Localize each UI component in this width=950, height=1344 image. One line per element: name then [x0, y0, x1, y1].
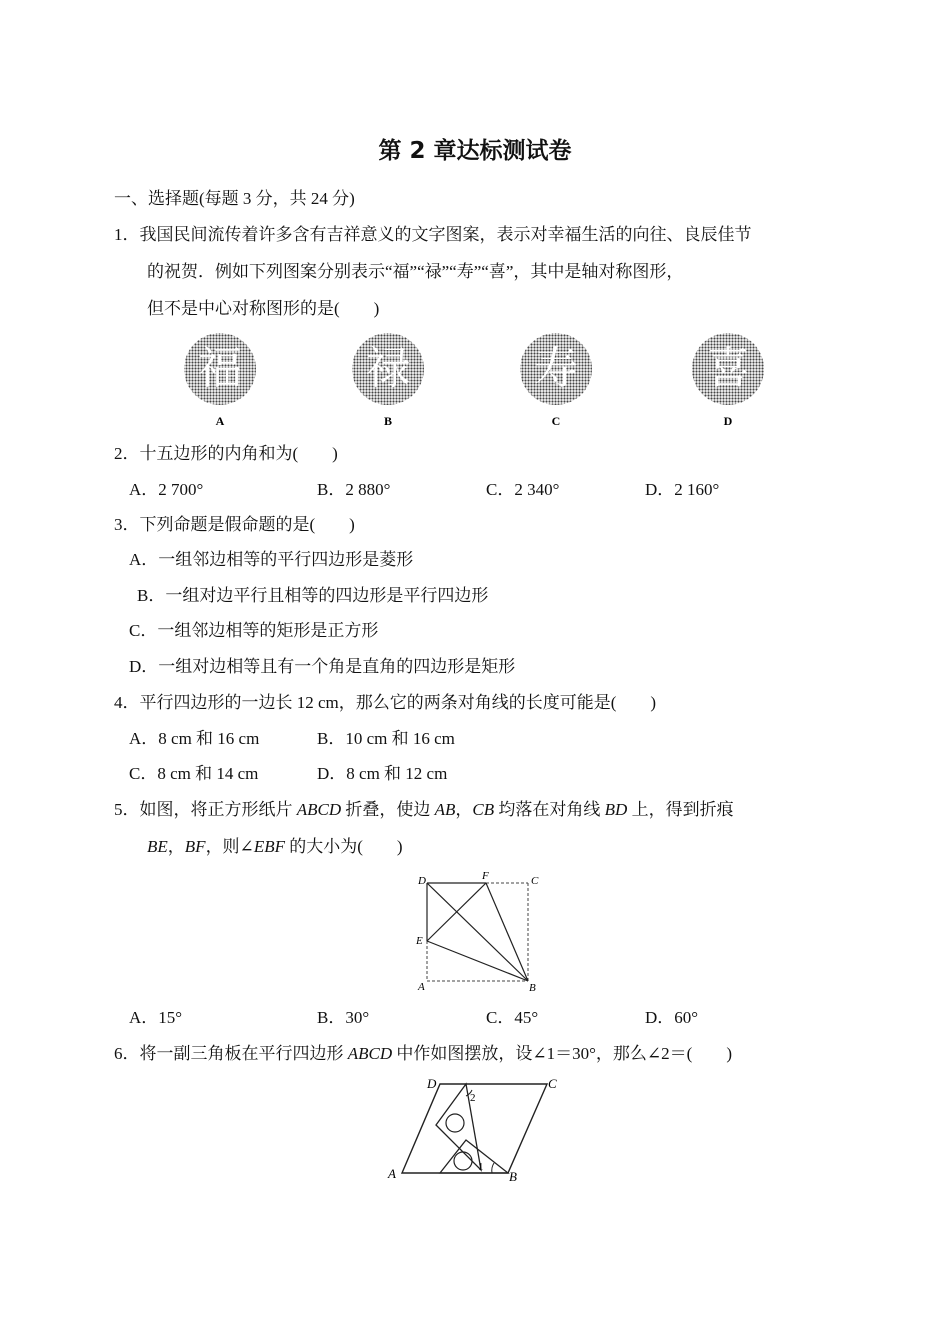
section-heading: 一、选择题(每题 3 分，共 24 分) — [114, 189, 355, 208]
q6-label-a: A — [388, 1166, 396, 1181]
q6-figure — [380, 1070, 580, 1188]
q5-label-b: B — [529, 982, 536, 994]
q2-stem: 2．十五边形的内角和为( ) — [114, 444, 338, 463]
q5-option-d: D．60° — [645, 1008, 699, 1027]
q2-option-c: C．2 340° — [486, 480, 560, 499]
q6-stem: 6．将一副三角板在平行四边形 ABCD 中作如图摆放，设∠1＝30°，那么∠2＝( ) — [114, 1044, 732, 1063]
q5-label-a: A — [418, 981, 425, 993]
q5-option-a: A．15° — [129, 1008, 183, 1027]
q4-stem: 4．平行四边形的一边长 12 cm，那么它的两条对角线的长度可能是( ) — [114, 693, 657, 712]
q4-option-d: D．8 cm 和 12 cm — [317, 764, 448, 783]
q4-option-a: A．8 cm 和 16 cm — [129, 729, 260, 748]
q6-angle-2-label: 2 — [470, 1092, 476, 1104]
q5-option-b: B．30° — [317, 1008, 370, 1027]
pattern-fu-char: 福 — [198, 343, 242, 394]
q5-label-d: D — [418, 875, 426, 887]
q1-line1: 1．我国民间流传着许多含有吉祥意义的文字图案，表示对幸福生活的向往、良辰佳节 — [114, 225, 752, 244]
q6-label-c: C — [548, 1076, 557, 1091]
page-title: 第 2 章达标测试卷 — [378, 138, 572, 164]
q5-line2: BE，BF，则∠EBF 的大小为( ) — [147, 837, 403, 856]
q6-label-d: D — [427, 1076, 437, 1091]
pattern-shou-char: 寿 — [534, 343, 578, 394]
q4-option-c: C．8 cm 和 14 cm — [129, 764, 259, 783]
q5-label-c: C — [531, 875, 539, 887]
q5-label-f: F — [482, 870, 489, 882]
q5-line1: 5．如图，将正方形纸片 ABCD 折叠，使边 AB，CB 均落在对角线 BD 上，得到折痕 — [114, 800, 734, 819]
q1-line2: 的祝贺．例如下列图案分别表示“福”“禄”“寿”“喜”，其中是轴对称图形， — [147, 262, 684, 281]
q3-stem: 3．下列命题是假命题的是( ) — [114, 515, 355, 534]
pattern-lu-icon — [352, 333, 424, 405]
q3-option-a: A．一组邻边相等的平行四边形是菱形 — [129, 550, 414, 569]
q5-option-c: C．45° — [486, 1008, 539, 1027]
pattern-xi-char: 喜 — [706, 343, 750, 394]
pattern-lu-char: 禄 — [366, 343, 410, 394]
pattern-fu-icon — [184, 333, 256, 405]
q3-option-d: D．一组对边相等且有一个角是直角的四边形是矩形 — [129, 657, 516, 676]
q1-label-d: D — [723, 414, 733, 428]
q4-option-b: B．10 cm 和 16 cm — [317, 729, 455, 748]
q1-figure — [170, 325, 790, 435]
pattern-xi-icon — [692, 333, 764, 405]
q1-label-b: B — [383, 414, 393, 428]
q5-label-e: E — [416, 935, 423, 947]
q3-option-b: B．一组对边平行且相等的四边形是平行四边形 — [137, 586, 489, 605]
q6-label-b: B — [509, 1169, 517, 1184]
q6-angle-1-label: 1 — [478, 1161, 484, 1173]
q2-option-d: D．2 160° — [645, 480, 720, 499]
pattern-shou-icon — [520, 333, 592, 405]
q1-line3: 但不是中心对称图形的是( ) — [147, 299, 380, 318]
q5-figure — [410, 866, 550, 996]
q2-option-a: A．2 700° — [129, 480, 204, 499]
q2-option-b: B．2 880° — [317, 480, 391, 499]
q1-label-a: A — [215, 414, 225, 428]
q1-label-c: C — [551, 414, 561, 428]
q3-option-c: C．一组邻边相等的矩形是正方形 — [129, 621, 379, 640]
